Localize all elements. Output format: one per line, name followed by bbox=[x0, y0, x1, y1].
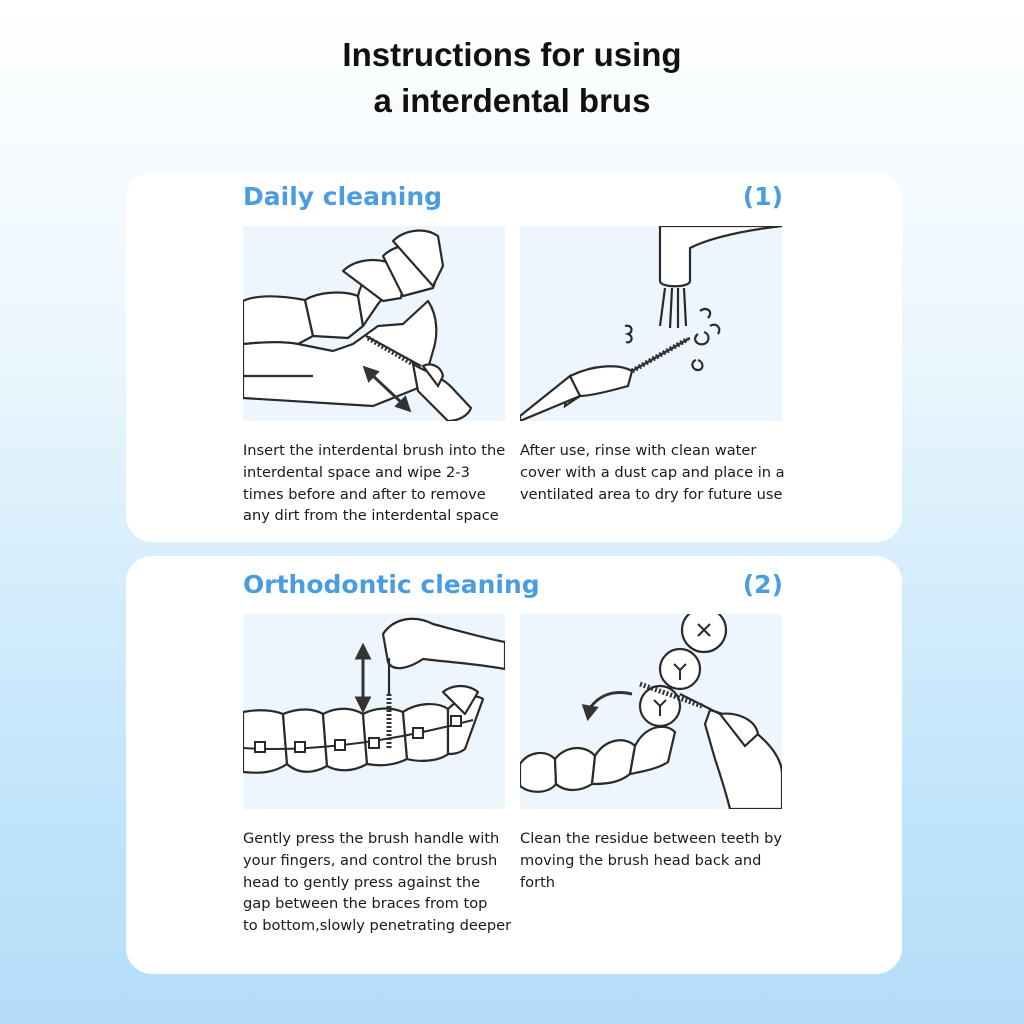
text-line: any dirt from the interdental space bbox=[243, 507, 499, 525]
text-line: After use, rinse with clean water bbox=[520, 442, 757, 459]
section-header bbox=[243, 178, 783, 214]
brush-back-and-forth-illustration bbox=[520, 614, 782, 809]
orthodontic-cleaning-card bbox=[126, 556, 902, 974]
brush-between-braces-illustration bbox=[243, 614, 505, 809]
title-line-1: Instructions for using bbox=[342, 36, 682, 73]
daily-step-1-text bbox=[243, 440, 513, 527]
daily-step-2-text bbox=[520, 440, 790, 505]
orthodontic-step-1-text bbox=[243, 828, 513, 937]
text-line: Gently press the brush handle with bbox=[243, 830, 500, 847]
text-line: cover with a dust cap and place in a bbox=[520, 463, 785, 481]
brush-between-teeth-illustration bbox=[243, 226, 505, 421]
text-line: Insert the interdental brush into the bbox=[243, 442, 506, 459]
braces-brush-icon bbox=[243, 614, 505, 809]
page-title bbox=[0, 32, 1024, 124]
section-heading: Orthodontic cleaning bbox=[243, 569, 540, 599]
text-line: times before and after to remove bbox=[243, 485, 486, 503]
section-number: (2) bbox=[742, 569, 783, 599]
faucet-rinse-icon bbox=[520, 226, 782, 421]
text-line: gap between the braces from top bbox=[243, 895, 488, 913]
text-line: forth bbox=[520, 873, 556, 891]
section-number: (1) bbox=[742, 181, 783, 211]
text-line: your fingers, and control the brush bbox=[243, 851, 498, 869]
title-line-2: a interdental brus bbox=[373, 82, 651, 119]
text-line: interdental space and wipe 2-3 bbox=[243, 463, 470, 481]
text-line: head to gently press against the bbox=[243, 873, 481, 891]
text-line: Clean the residue between teeth by bbox=[520, 830, 783, 847]
text-line: moving the brush head back and bbox=[520, 851, 762, 869]
rinse-brush-under-tap-illustration bbox=[520, 226, 782, 421]
daily-cleaning-card bbox=[126, 172, 902, 542]
text-line: to bottom,slowly penetrating deeper bbox=[243, 917, 512, 935]
molars-brush-icon bbox=[520, 614, 782, 809]
section-header bbox=[243, 566, 783, 602]
orthodontic-step-2-text bbox=[520, 828, 790, 893]
teeth-brush-icon bbox=[243, 226, 505, 421]
section-heading: Daily cleaning bbox=[243, 181, 443, 211]
text-line: ventilated area to dry for future use bbox=[520, 485, 783, 503]
